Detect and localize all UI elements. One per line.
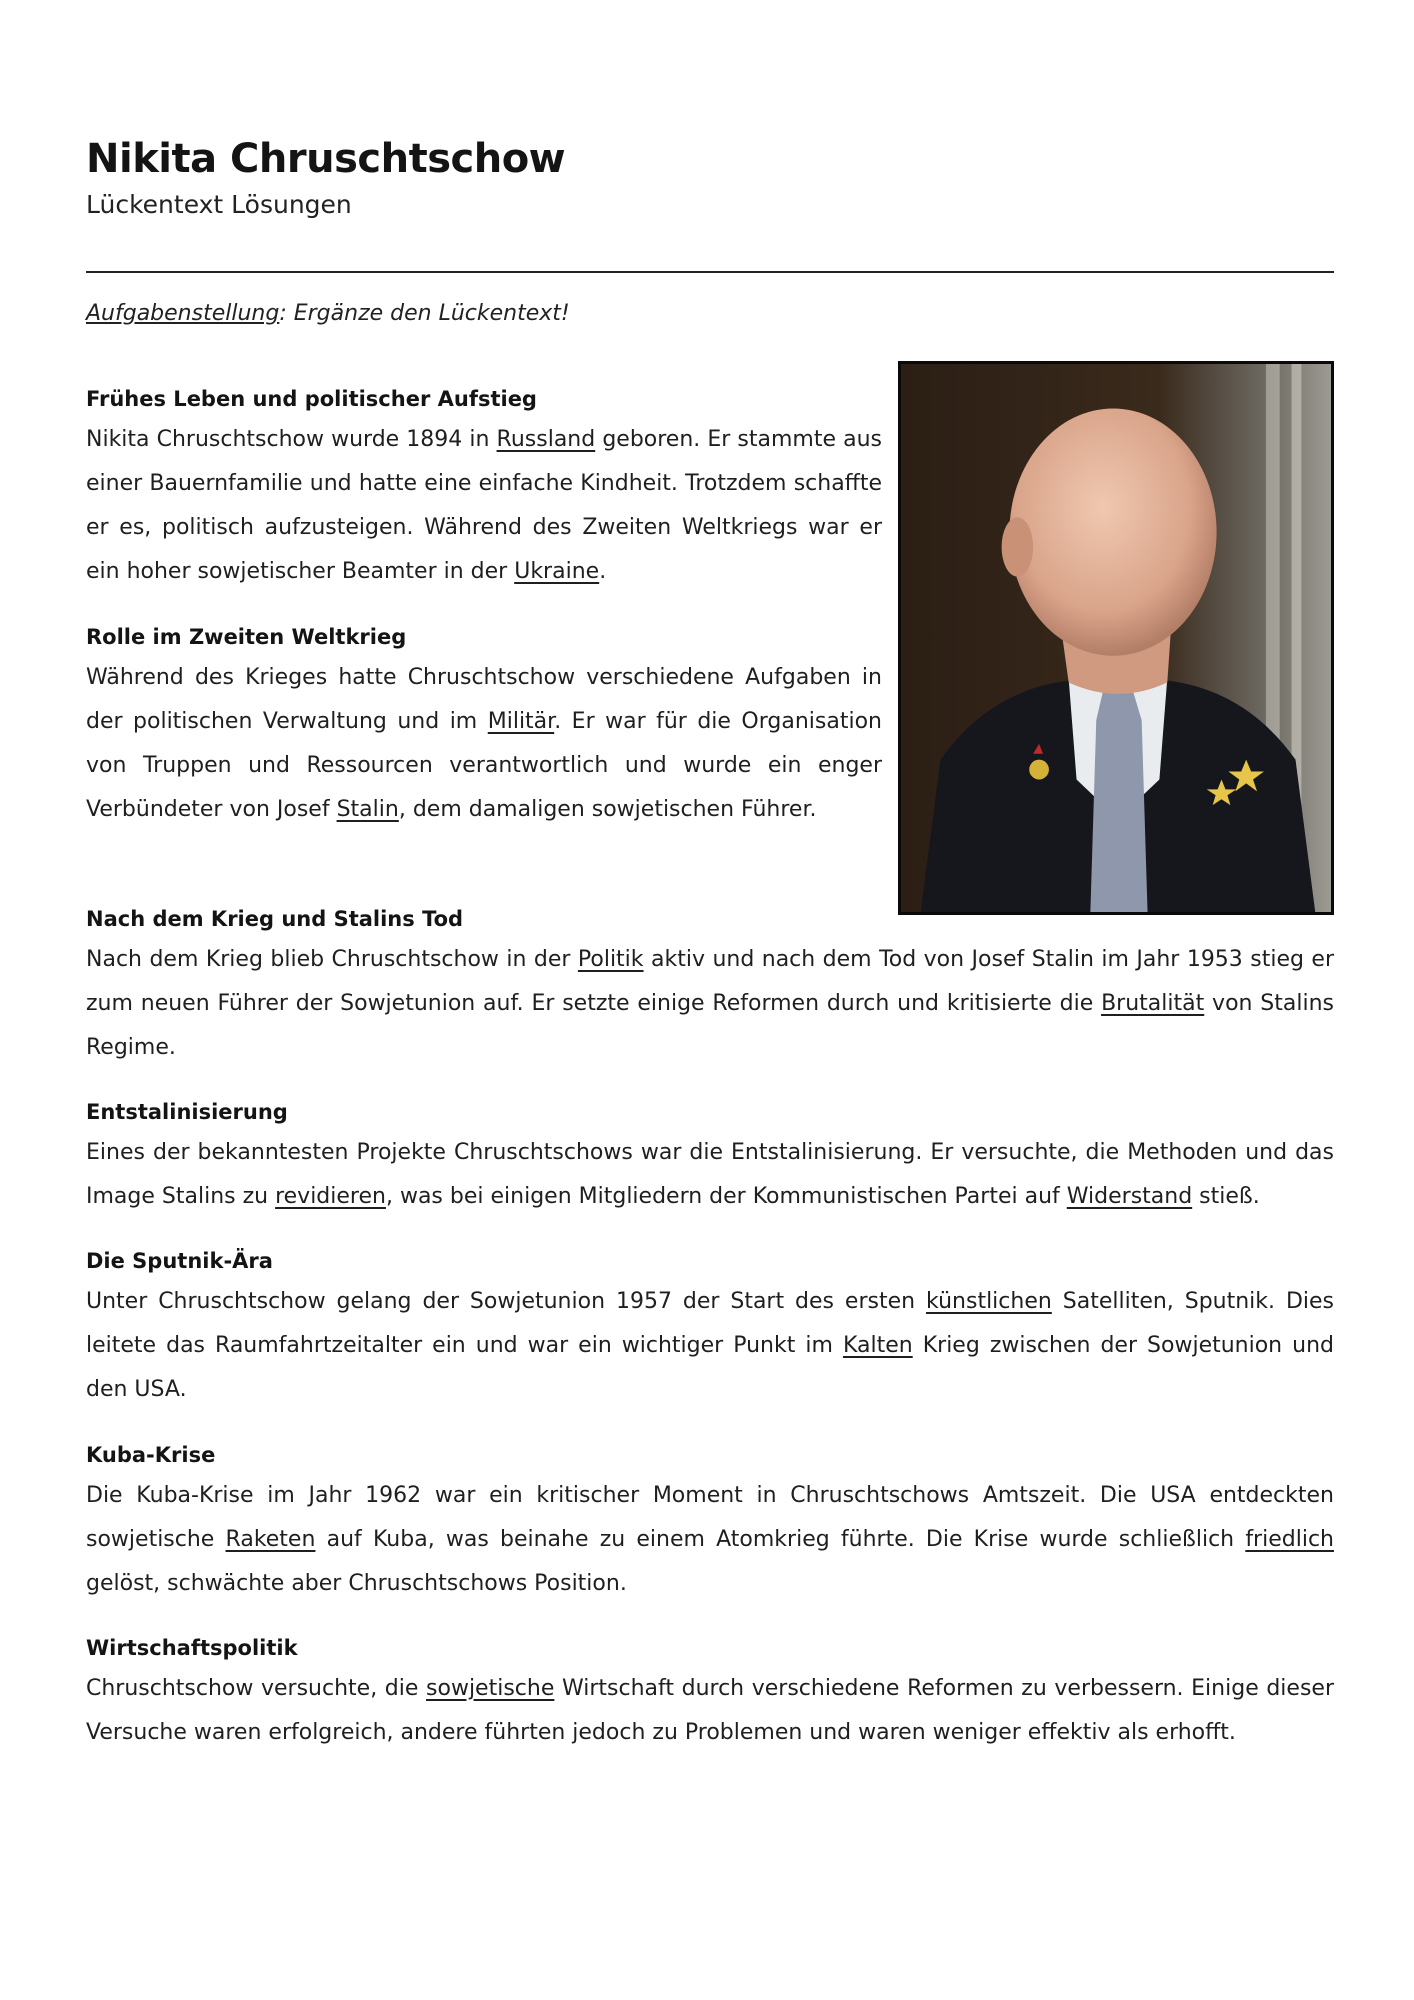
section-early-life xyxy=(86,384,882,594)
section-sputnik xyxy=(86,1246,1334,1412)
text-run: Unter Chruschtschow gelang der Sowjetunion 1957 der Start des ersten xyxy=(86,1289,927,1314)
text-run: Satelliten, Sputnik. Dies leitete das Raumfahrtzeitalter ein und war ein wichtiger Punkt im xyxy=(86,1289,1335,1358)
section-heading: Die Sputnik-Ära xyxy=(86,1249,273,1273)
section-cuba-crisis xyxy=(86,1440,1334,1606)
gap-answer: Politik xyxy=(577,947,644,972)
section-second-world-war xyxy=(86,622,882,832)
task-label: Aufgabenstellung xyxy=(86,301,280,326)
section-heading: Entstalinisierung xyxy=(86,1100,288,1124)
task-instruction xyxy=(86,301,570,326)
section-text xyxy=(86,418,882,594)
text-run: Die Kuba-Krise im Jahr 1962 war ein kritischer Moment in Chruschtschows Amtszeit. Die USA entdeckten sowjetische xyxy=(86,1483,1334,1552)
text-run: stieß. xyxy=(1192,1184,1260,1209)
gap-answer: Russland xyxy=(496,427,596,452)
section-text xyxy=(86,938,1334,1070)
section-destalinization xyxy=(86,1097,1334,1219)
text-run: Nach dem Krieg blieb Chruschtschow in der xyxy=(86,947,578,972)
gap-answer: Brutalität xyxy=(1101,991,1205,1016)
text-run: . Er war für die Organisation von Truppen und Ressourcen verantwortlich und wurde ein enger Verbündeter von Josef xyxy=(86,709,882,822)
gap-answer: Stalin xyxy=(336,797,399,822)
gap-answer: friedlich xyxy=(1245,1527,1334,1552)
text-run: geboren. Er stammte aus einer Bauernfamilie und hatte eine einfache Kindheit. Trotzdem schaffte er es, politisch aufzusteigen. Während des Zweiten Weltkriegs war er ein hoher sowjetischer Beamter in der xyxy=(86,427,882,584)
page-subtitle: Lückentext Lösungen xyxy=(86,190,352,219)
gap-answer: sowjetische xyxy=(426,1676,555,1701)
text-run: Krieg zwischen der Sowjetunion und den USA. xyxy=(86,1333,1334,1402)
portrait-image xyxy=(901,364,1331,912)
section-economy xyxy=(86,1633,1334,1755)
title-divider xyxy=(86,271,1334,273)
gap-answer: revidieren xyxy=(275,1184,386,1209)
text-run: von Stalins Regime. xyxy=(86,991,1334,1060)
text-run: , dem damaligen sowjetischen Führer. xyxy=(398,797,817,822)
section-heading: Kuba-Krise xyxy=(86,1443,216,1467)
text-run: Nikita Chruschtschow wurde 1894 in xyxy=(86,427,497,452)
text-run: auf Kuba, was beinahe zu einem Atomkrieg führte. Die Krise wurde schließlich xyxy=(315,1527,1246,1552)
section-text xyxy=(86,1280,1334,1412)
gap-answer: künstlichen xyxy=(926,1289,1052,1314)
section-text xyxy=(86,656,882,832)
text-run: Chruschtschow versuchte, die xyxy=(86,1676,427,1701)
text-run: , was bei einigen Mitgliedern der Kommunistischen Partei auf xyxy=(385,1184,1067,1209)
section-text xyxy=(86,1667,1334,1755)
section-text xyxy=(86,1131,1334,1219)
text-run: gelöst, schwächte aber Chruschtschows Position. xyxy=(86,1571,627,1596)
portrait-photo xyxy=(898,361,1334,915)
text-run: . xyxy=(599,559,607,584)
section-heading: Wirtschaftspolitik xyxy=(86,1636,298,1660)
gap-answer: Raketen xyxy=(225,1527,316,1552)
gap-answer: Widerstand xyxy=(1066,1184,1193,1209)
gap-answer: Militär xyxy=(487,709,555,734)
page-title: Nikita Chruschtschow xyxy=(86,136,566,182)
section-heading: Rolle im Zweiten Weltkrieg xyxy=(86,625,407,649)
text-run: aktiv und nach dem Tod von Josef Stalin im Jahr 1953 stieg er zum neuen Führer der Sowjetunion auf. Er setzte einige Reformen durch und kritisierte die xyxy=(86,947,1335,1016)
gap-answer: Kalten xyxy=(842,1333,913,1358)
gap-answer: Ukraine xyxy=(514,559,600,584)
section-text xyxy=(86,1474,1334,1606)
task-text: : Ergänze den Lückentext! xyxy=(279,301,570,326)
section-after-war xyxy=(86,904,1334,1070)
section-heading: Frühes Leben und politischer Aufstieg xyxy=(86,387,537,411)
text-run: Eines der bekanntesten Projekte Chruschtschows war die Entstalinisierung. Er versuchte, die Methoden und das Image Stalins zu xyxy=(86,1140,1334,1209)
text-run: Wirtschaft durch verschiedene Reformen zu verbessern. Einige dieser Versuche waren erfolgreich, andere führten jedoch zu Problemen und waren weniger effektiv als erhofft. xyxy=(86,1676,1334,1745)
worksheet-page xyxy=(86,0,1336,2000)
text-run: Während des Krieges hatte Chruschtschow verschiedene Aufgaben in der politischen Verwaltung und im xyxy=(86,665,882,734)
section-heading: Nach dem Krieg und Stalins Tod xyxy=(86,907,464,931)
